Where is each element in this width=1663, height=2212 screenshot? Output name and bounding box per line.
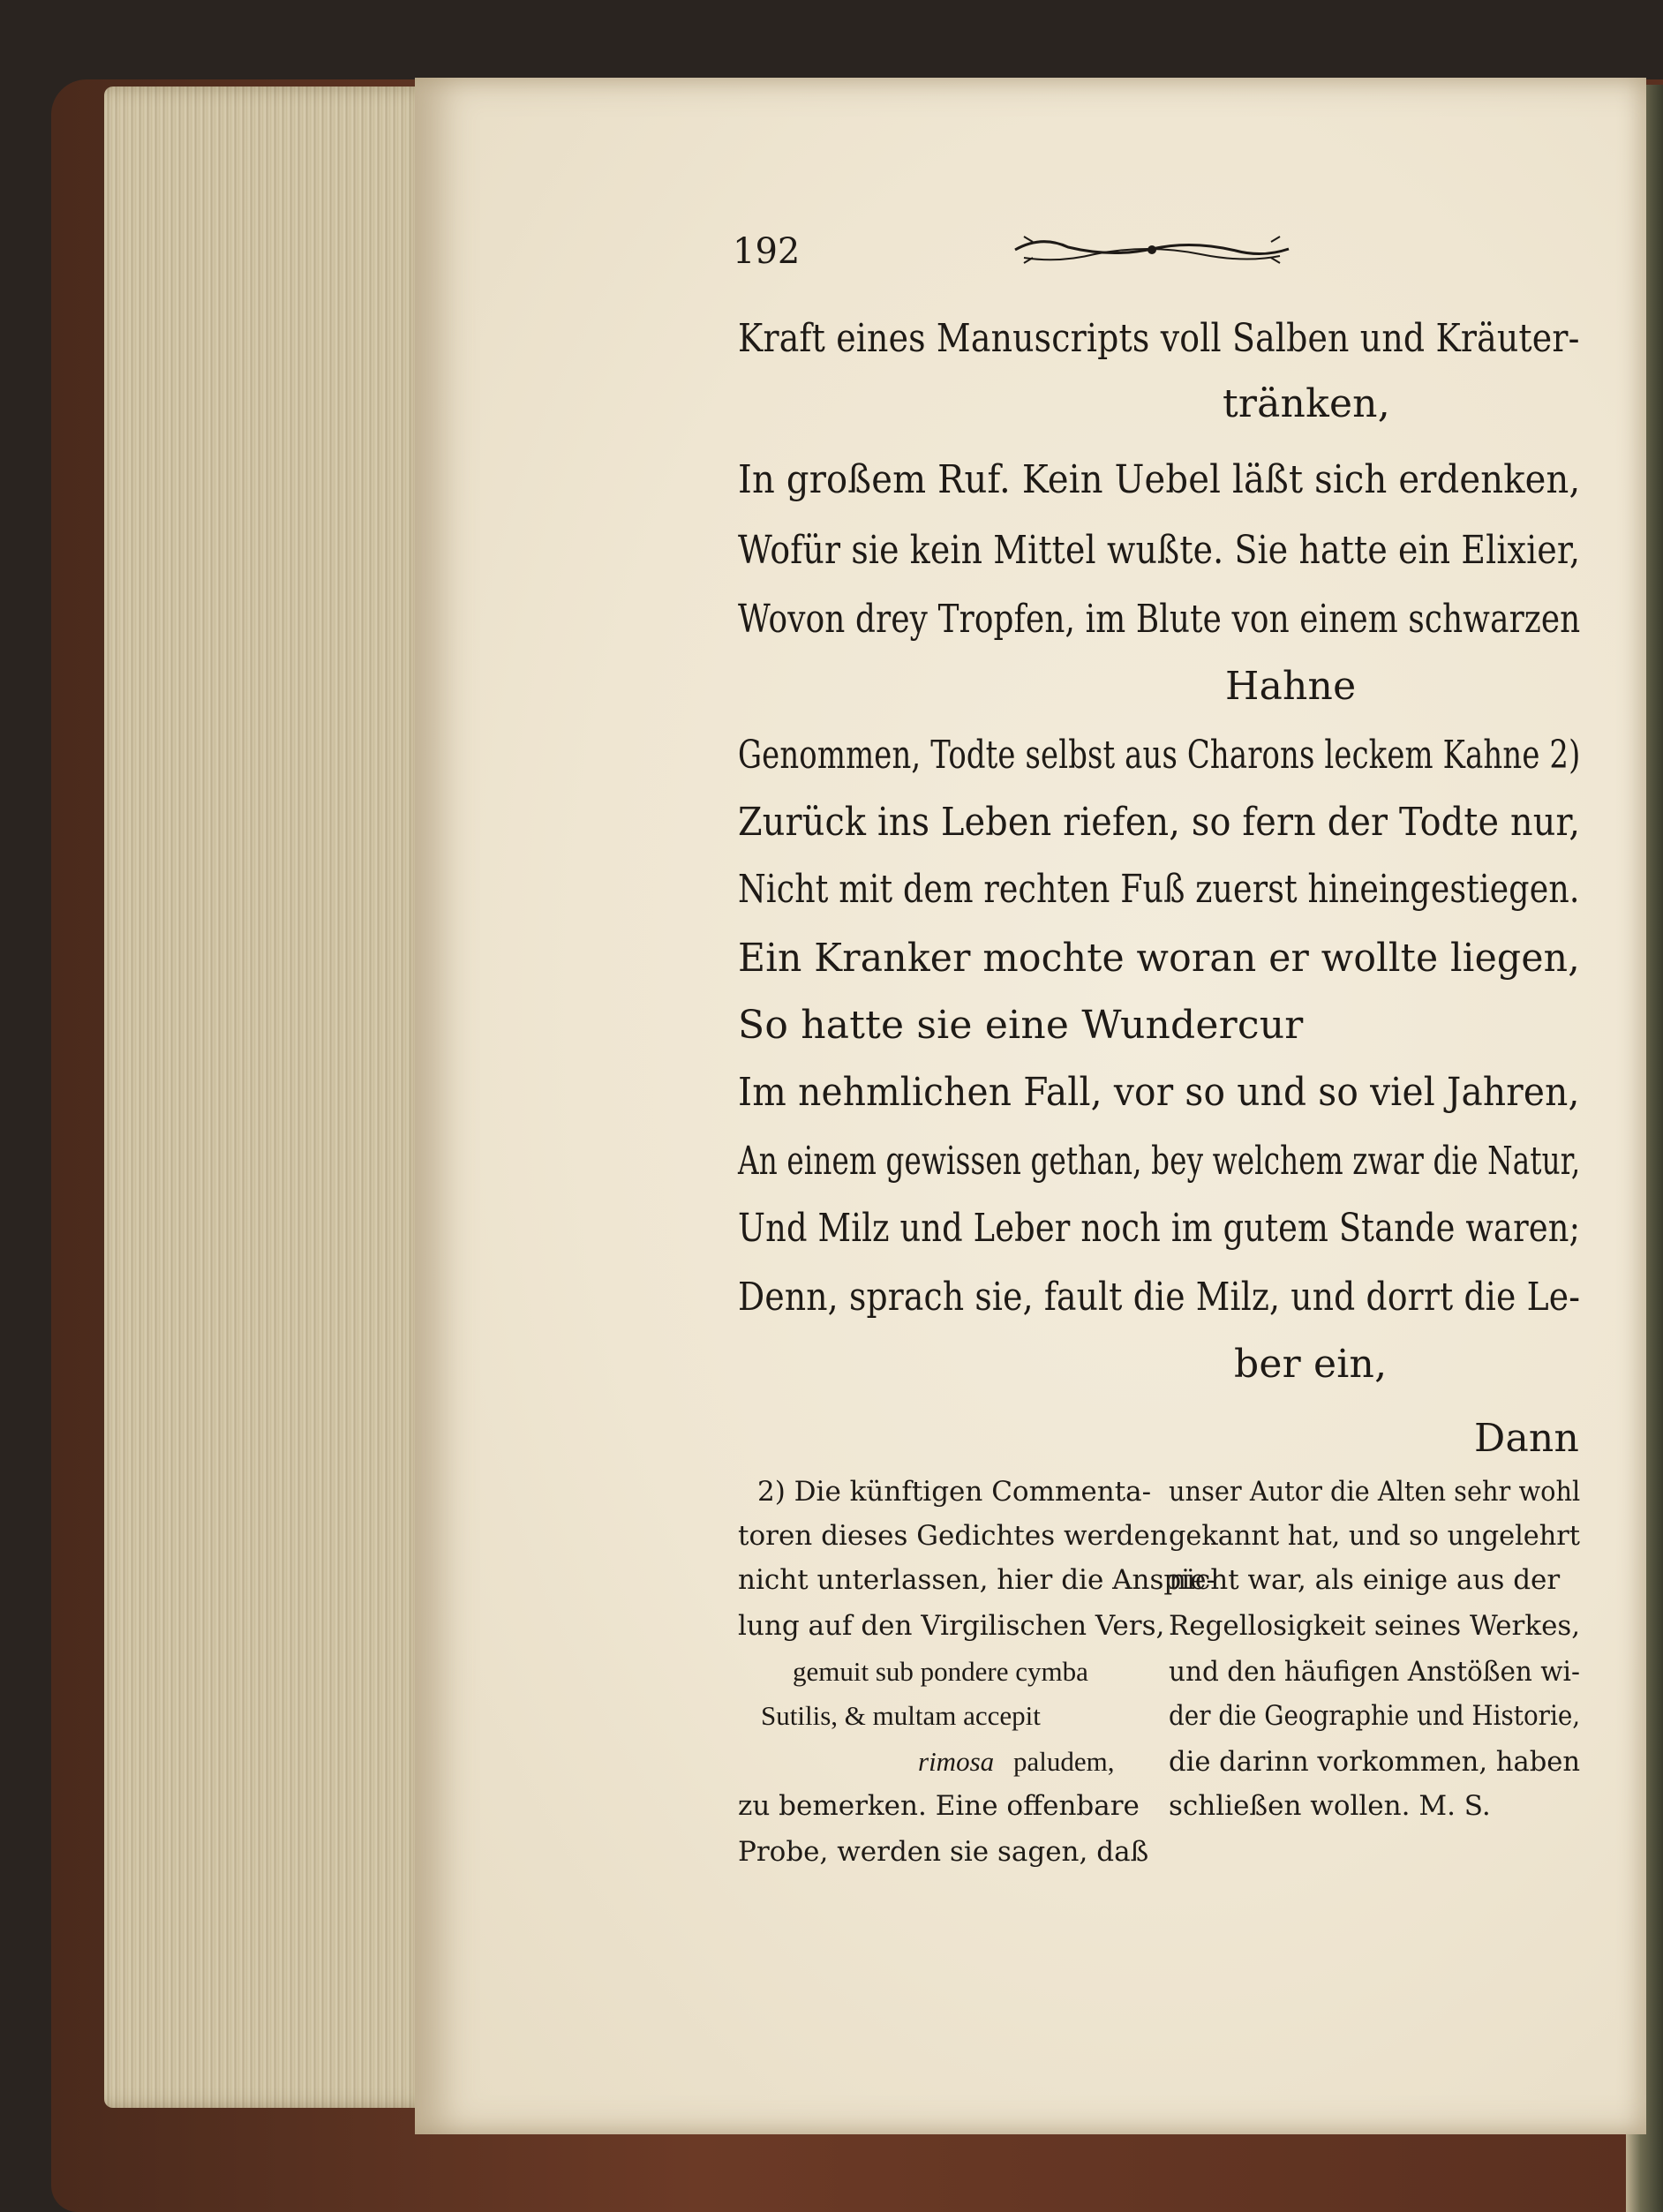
verse-line-11: So hatte sie eine Wundercur bbox=[738, 1003, 1304, 1048]
verse-line-13: An einem gewissen gethan, bey welchem zwar die Natur, bbox=[738, 1139, 1581, 1184]
verse-line-2: tränken, bbox=[1223, 381, 1390, 426]
verse-line-8: Zurück ins Leben riefen, so fern der Todte nur, bbox=[738, 800, 1581, 845]
footnote-left-line-4: lung auf den Virgilischen Vers, bbox=[738, 1610, 1165, 1642]
footnote-left-line-5: zu bemerken. Eine offenbare bbox=[738, 1790, 1140, 1822]
verse-line-15: Denn, sprach sie, fault die Milz, und dorrt die Le- bbox=[738, 1275, 1581, 1320]
footnote-left-line-3: nicht unterlassen, hier die Anspie- bbox=[738, 1564, 1216, 1596]
footnote-left-line-6: Probe, werden sie sagen, daß bbox=[738, 1836, 1149, 1868]
verse-line-14: Und Milz und Leber noch im gutem Stande waren; bbox=[738, 1206, 1581, 1251]
footnote-right-line-8: schließen wollen. M. S. bbox=[1169, 1790, 1491, 1822]
footnote-latin-line-3: paludem, bbox=[1013, 1746, 1115, 1777]
ornament-icon bbox=[1006, 231, 1298, 268]
footnote-left-line-2: toren dieses Gedichtes werden bbox=[738, 1520, 1168, 1552]
footnote-right-line-7: die darinn vorkommen, haben bbox=[1169, 1746, 1581, 1778]
footnote-latin-line-1: gemuit sub pondere cymba bbox=[793, 1656, 1088, 1687]
verse-line-4: Wofür sie kein Mittel wußte. Sie hatte ein Elixier, bbox=[738, 528, 1581, 573]
verse-line-3: In großem Ruf. Kein Uebel läßt sich erdenken, bbox=[738, 457, 1581, 502]
verse-line-1: Kraft eines Manuscripts voll Salben und Kräuter- bbox=[738, 316, 1580, 361]
footnote-right-line-2: gekannt hat, und so ungelehrt bbox=[1169, 1520, 1581, 1552]
verse-line-7: Genommen, Todte selbst aus Charons leckem Kahne 2) bbox=[738, 733, 1581, 778]
verse-line-12: Im nehmlichen Fall, vor so und so viel Jahren, bbox=[738, 1070, 1580, 1115]
footnote-right-line-3: nicht war, als einige aus der bbox=[1169, 1564, 1561, 1596]
footnote-left-line-1: 2) Die künftigen Commenta- bbox=[757, 1476, 1152, 1508]
catchword: Dann bbox=[1474, 1416, 1579, 1461]
footnote-latin-line-2: Sutilis, & multam accepit bbox=[761, 1700, 1041, 1731]
footnote-right-line-1: unser Autor die Alten sehr wohl bbox=[1169, 1476, 1581, 1508]
verse-line-16: ber ein, bbox=[1234, 1342, 1388, 1387]
verse-line-6: Hahne bbox=[1225, 664, 1357, 709]
page-edges bbox=[104, 87, 433, 2108]
footnote-right-line-4: Regellosigkeit seines Werkes, bbox=[1169, 1610, 1581, 1642]
verse-line-9: Nicht mit dem rechten Fuß zuerst hineingestiegen. bbox=[738, 867, 1580, 912]
footnote-right-line-5: und den häufigen Anstößen wi- bbox=[1169, 1656, 1580, 1688]
verse-line-5: Wovon drey Tropfen, im Blute von einem schwarzen bbox=[738, 597, 1581, 642]
footnote-latin-italic-word: rimosa bbox=[918, 1746, 995, 1777]
page-number: 192 bbox=[733, 231, 801, 272]
footnote-right-line-6: der die Geographie und Historie, bbox=[1169, 1700, 1581, 1732]
verse-line-10: Ein Kranker mochte woran er wollte liegen, bbox=[738, 936, 1580, 981]
